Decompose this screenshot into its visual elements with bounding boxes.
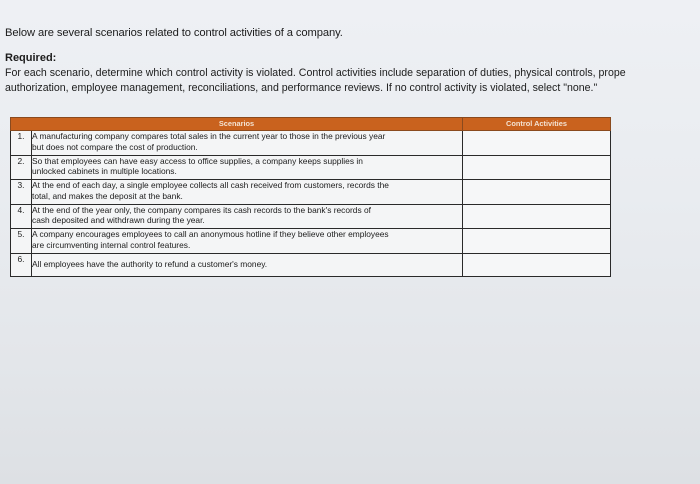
scenario-line: but does not compare the cost of production. bbox=[32, 141, 198, 152]
control-activity-select[interactable] bbox=[463, 131, 611, 156]
scenario-line: cash deposited and withdrawn during the year. bbox=[32, 215, 205, 226]
scenario-line: unlocked cabinets in multiple locations. bbox=[32, 166, 177, 177]
table-row bbox=[11, 229, 611, 254]
table-row bbox=[11, 155, 611, 180]
table-row bbox=[11, 180, 611, 205]
scenario-cell bbox=[32, 229, 463, 254]
row-number: 2. bbox=[11, 155, 32, 180]
row-number: 3. bbox=[11, 180, 32, 205]
required-instructions bbox=[5, 66, 700, 95]
control-activities-header: Control Activities bbox=[463, 118, 611, 131]
scenario-cell bbox=[32, 180, 463, 205]
scenario-cell bbox=[32, 253, 463, 276]
table-header-row bbox=[11, 118, 611, 131]
scenario-line: total, and makes the deposit at the bank. bbox=[32, 190, 183, 201]
scenario-line: At the end of each day, a single employee collects all cash received from customers, records the bbox=[32, 180, 389, 190]
required-line-2: authorization, employee management, reconciliations, and performance reviews. If no control activity is violated, select "none." bbox=[5, 81, 598, 94]
scenario-cell bbox=[32, 131, 463, 156]
control-activity-select[interactable] bbox=[463, 229, 611, 254]
scenario-line: So that employees can have easy access to office supplies, a company keeps supplies in bbox=[32, 155, 363, 166]
row-number: 5. bbox=[11, 229, 32, 254]
scenario-line: are circumventing internal control features. bbox=[32, 239, 191, 250]
row-number: 1. bbox=[11, 131, 32, 156]
scenario-line: At the end of the year only, the company compares its cash records to the bank's records of bbox=[32, 204, 371, 215]
control-activity-select[interactable] bbox=[463, 204, 611, 229]
scenarios-header: Scenarios bbox=[11, 118, 463, 131]
scenario-line: All employees have the authority to refund a customer's money. bbox=[32, 259, 268, 270]
row-number: 4. bbox=[11, 204, 32, 229]
scenarios-table bbox=[10, 117, 611, 277]
table-row bbox=[11, 253, 611, 276]
row-number: 6. bbox=[11, 253, 32, 276]
required-label: Required: bbox=[5, 52, 57, 64]
control-activity-select[interactable] bbox=[463, 253, 611, 276]
control-activity-select[interactable] bbox=[463, 180, 611, 205]
control-activity-select[interactable] bbox=[463, 155, 611, 180]
scenario-line: A manufacturing company compares total sales in the current year to those in the previous year bbox=[32, 131, 386, 141]
scenario-cell bbox=[32, 204, 463, 229]
table-row bbox=[11, 131, 611, 156]
scenario-line: A company encourages employees to call an anonymous hotline if they believe other employees bbox=[32, 229, 389, 239]
required-line-1: For each scenario, determine which control activity is violated. Control activities include separation of duties, physical controls, prope bbox=[5, 67, 626, 79]
scenario-cell bbox=[32, 155, 463, 180]
table-row bbox=[11, 204, 611, 229]
intro-text: Below are several scenarios related to control activities of a company. bbox=[5, 27, 343, 39]
